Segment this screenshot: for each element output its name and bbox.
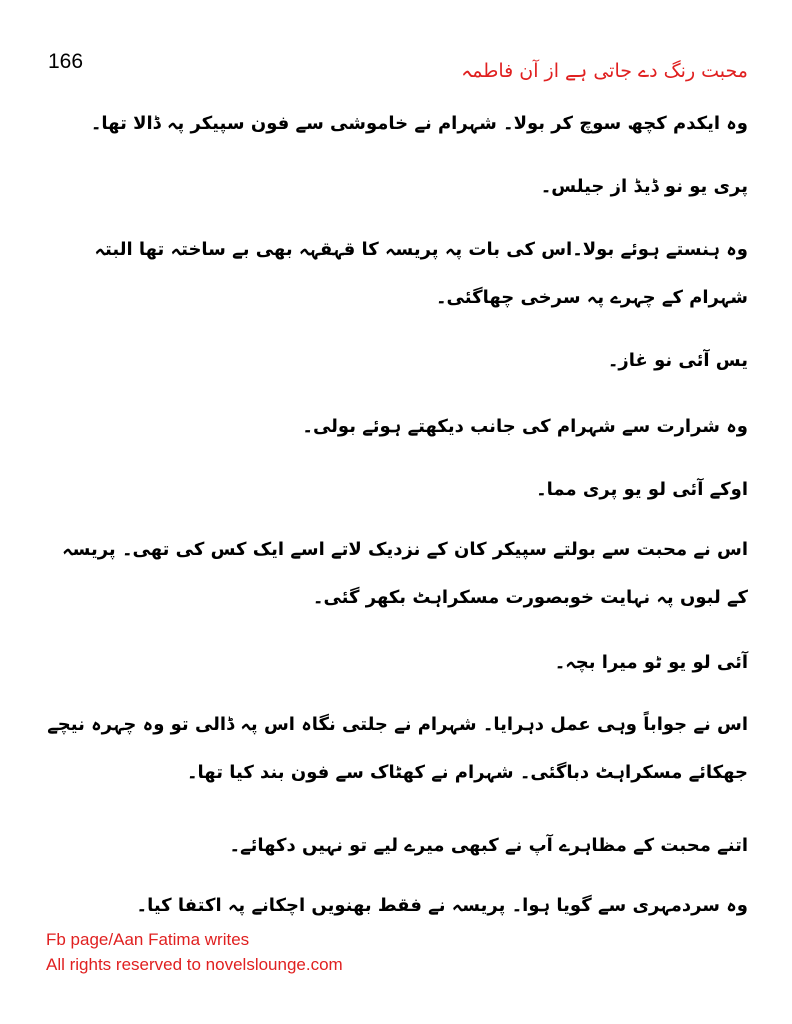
footer-fb-page: Fb page/Aan Fatima writes bbox=[46, 930, 250, 949]
page-number: 166 bbox=[48, 50, 84, 73]
paragraph-4: یس آئی نو غاز۔ bbox=[607, 350, 748, 371]
paragraph-3: وہ ہنستے ہوئے بولا۔اس کی بات پہ پریسہ کا قہقہہ بھی بے ساختہ تھا البتہ شہرام کے چہرے پہ سرخی چھاگئی۔ bbox=[94, 239, 748, 308]
paragraph-5: وہ شرارت سے شہرام کی جانب دیکھتے ہوئے بولی۔ bbox=[302, 416, 748, 437]
header-title: محبت رنگ دے جاتی ہے از آن فاطمہ bbox=[461, 60, 748, 82]
paragraph-1: وہ ایکدم کچھ سوچ کر بولا۔ شہرام نے خاموشی سے فون سپیکر پہ ڈالا تھا۔ bbox=[90, 113, 748, 134]
paragraph-9: اس نے جواباً وہی عمل دہرایا۔ شہرام نے جلتی نگاہ اس پہ ڈالی تو وہ چہرہ نیچے جھکائے مسکراہٹ دباگئی۔ شہرام نے کھٹاک سے فون بند کیا تھا۔ bbox=[47, 714, 748, 783]
paragraph-10: اتنے محبت کے مظاہرے آپ نے کبھی میرے لیے تو نہیں دکھائے۔ bbox=[229, 835, 748, 856]
paragraph-2: پری یو نو ڈیڈ از جیلس۔ bbox=[540, 176, 748, 197]
paragraph-6: اوکے آئی لو یو پری مما۔ bbox=[536, 479, 748, 500]
paragraph-8: آئی لو یو ٹو میرا بچہ۔ bbox=[554, 652, 748, 673]
paragraph-7: اس نے محبت سے بولتے سپیکر کان کے نزدیک لاتے اسے ایک کس کی تھی۔ پریسہ کے لبوں پہ نہایت خوبصورت مسکراہٹ بکھر گئی۔ bbox=[62, 539, 748, 608]
footer-rights: All rights reserved to novelslounge.com bbox=[46, 955, 343, 974]
paragraph-11: وہ سردمہری سے گویا ہوا۔ پریسہ نے فقط بھنویں اچکانے پہ اکتفا کیا۔ bbox=[136, 895, 748, 916]
